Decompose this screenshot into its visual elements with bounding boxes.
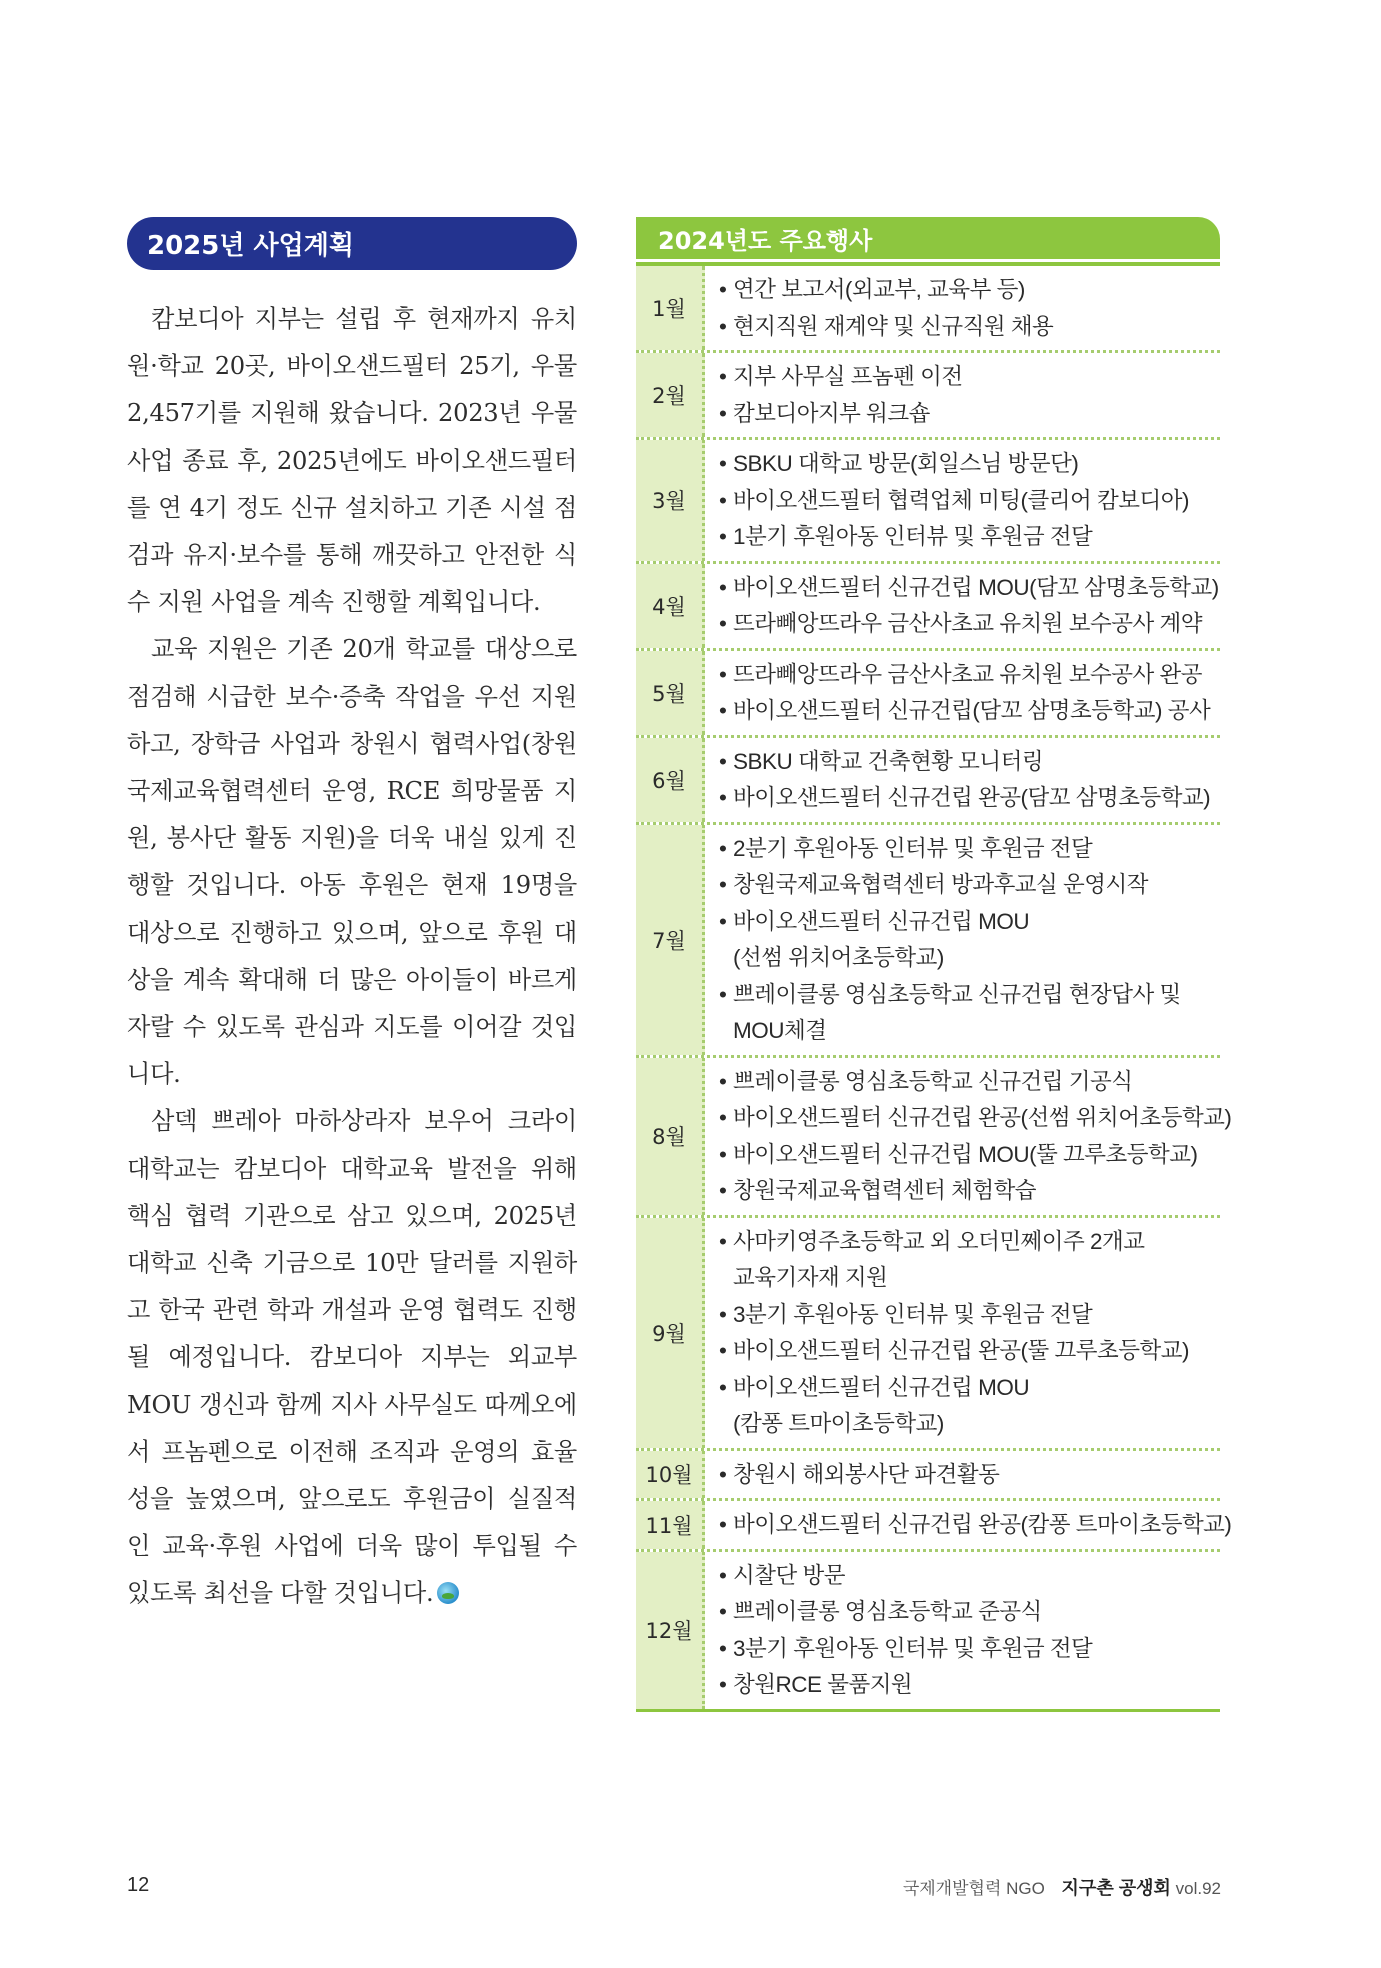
event-items <box>705 353 1220 437</box>
event-item: • 바이오샌드필터 신규건립 MOU(담꼬 삼명초등학교) <box>719 570 1220 607</box>
event-row <box>636 648 1220 735</box>
event-items <box>705 738 1220 822</box>
event-month: 11월 <box>636 1501 705 1549</box>
event-month: 9월 <box>636 1218 705 1448</box>
plan-heading <box>127 217 577 270</box>
event-item: • SBKU 대학교 방문(회일스님 방문단) <box>719 446 1220 483</box>
event-item: • 3분기 후원아동 인터뷰 및 후원금 전달 <box>719 1631 1220 1668</box>
event-month: 3월 <box>636 440 705 561</box>
footer-volume: vol.92 <box>1175 1879 1221 1898</box>
event-items <box>705 440 1220 561</box>
event-item: • 바이오샌드필터 신규건립 완공(담꼬 삼명초등학교) <box>719 780 1220 817</box>
event-month: 8월 <box>636 1058 705 1215</box>
events-section <box>636 217 1232 1712</box>
event-item: • 뜨라빼앙뜨라우 금산사초교 유치원 보수공사 계약 <box>719 606 1220 643</box>
event-row <box>636 1448 1220 1499</box>
event-item: • 1분기 후원아동 인터뷰 및 후원금 전달 <box>719 519 1220 556</box>
event-item: • 시찰단 방문 <box>719 1558 1220 1595</box>
plan-heading-text: 2025년 사업계획 <box>147 231 354 261</box>
event-row <box>636 1055 1232 1215</box>
event-items <box>705 1451 1220 1499</box>
event-items <box>705 1058 1231 1215</box>
event-item: • 쁘레이클롱 영심초등학교 준공식 <box>719 1594 1220 1631</box>
event-item: • 바이오샌드필터 신규건립 MOU(뚤 끄루초등학교) <box>719 1137 1231 1174</box>
event-row <box>636 437 1220 561</box>
event-item: • 연간 보고서(외교부, 교육부 등) <box>719 272 1220 309</box>
event-items <box>705 1552 1220 1709</box>
event-item: • 바이오샌드필터 신규건립 MOU <box>719 1370 1220 1407</box>
event-month: 4월 <box>636 564 705 648</box>
event-item: • 창원RCE 물품지원 <box>719 1667 1220 1704</box>
event-row <box>636 266 1220 350</box>
globe-end-icon <box>437 1582 459 1604</box>
event-item: • 2분기 후원아동 인터뷰 및 후원금 전달 <box>719 831 1220 868</box>
event-items <box>705 1501 1231 1549</box>
event-item: (선썸 위치어초등학교) <box>733 945 944 970</box>
paragraph: 교육 지원은 기존 20개 학교를 대상으로 점검해 시급한 보수·증축 작업을 우선 지원하고, 장학금 사업과 창원시 협력사업(창원국제교육협력센터 운영, RCE 희망물품 지원, 봉사단 활동 지원)을 더욱 내실 있게 진행할 것입니다. 아동 후원은 현재 19명을 대상으로 진행하고 있으며, 앞으로 후원 대상을 계속 확대해 더 많은 아이들이 바르게 자랄 수 있도록 관심과 지도를 이어갈 것입니다. <box>127 635 577 1089</box>
footer-credit <box>903 1874 1221 1900</box>
event-row <box>636 1498 1232 1549</box>
event-item: • 창원국제교육협력센터 체험학습 <box>719 1173 1231 1210</box>
table-bottom-rule <box>636 1709 1220 1712</box>
event-items <box>705 825 1220 1055</box>
paragraph-text: 삼덱 쁘레아 마하상라자 보우어 크라이 대학교는 캄보디아 대학교육 발전을 위해 핵심 협력 기관으로 삼고 있으며, 2025년 대학교 신축 기금으로 10만 달러를 지원하고 한국 관련 학과 개설과 운영 협력도 진행될 예정입니다. 캄보디아 지부는 외교부 MOU 갱신과 함께 지사 사무실도 따께오에서 프놈펜으로 이전해 조직과 운영의 효율성을 높였으며, 앞으로도 후원금이 실질적인 교육·후원 사업에 더욱 많이 투입될 수 있도록 최선을 다할 것입니다. <box>127 1107 577 1608</box>
event-month: 2월 <box>636 353 705 437</box>
footer-org: 국제개발협력 NGO <box>902 1879 1045 1898</box>
event-item: • 현지직원 재계약 및 신규직원 채용 <box>719 309 1220 346</box>
event-row <box>636 822 1220 1055</box>
event-item: • 창원국제교육협력센터 방과후교실 운영시작 <box>719 867 1220 904</box>
event-row <box>636 735 1220 822</box>
event-item: • 사마키영주초등학교 외 오더민쩨이주 2개교 <box>719 1224 1220 1261</box>
event-items <box>705 266 1220 350</box>
event-item: • 바이오샌드필터 협력업체 미팅(클리어 캄보디아) <box>719 483 1220 520</box>
plan-section <box>127 217 577 1618</box>
event-row <box>636 561 1220 648</box>
event-month: 5월 <box>636 651 705 735</box>
events-heading <box>636 217 1220 259</box>
event-item: • 바이오샌드필터 신규건립 완공(선썸 위치어초등학교) <box>719 1100 1231 1137</box>
event-item: • 창원시 해외봉사단 파견활동 <box>719 1457 1220 1494</box>
event-month: 1월 <box>636 266 705 350</box>
event-item: • 캄보디아지부 워크숍 <box>719 396 1220 433</box>
paragraph <box>127 1098 577 1617</box>
paragraph: 캄보디아 지부는 설립 후 현재까지 유치원·학교 20곳, 바이오샌드필터 25기, 우물 2,457기를 지원해 왔습니다. 2023년 우물 사업 종료 후, 2025년에도 바이오샌드필터를 연 4기 정도 신규 설치하고 기존 시설 점검과 유지·보수를 통해 깨끗하고 안전한 식수 지원 사업을 계속 진행할 계획입니다. <box>127 305 577 617</box>
event-item: • 쁘레이클롱 영심초등학교 신규건립 현장답사 및 <box>719 977 1220 1014</box>
event-month: 7월 <box>636 825 705 1055</box>
event-items <box>705 564 1220 648</box>
events-heading-text: 2024년도 주요행사 <box>658 226 873 255</box>
event-row <box>636 350 1220 437</box>
event-item: MOU체결 <box>733 1018 827 1043</box>
event-month: 10월 <box>636 1451 705 1499</box>
event-item: • 쁘레이클롱 영심초등학교 신규건립 기공식 <box>719 1064 1231 1101</box>
event-item: • 바이오샌드필터 신규건립 완공(캄퐁 트마이초등학교) <box>719 1507 1231 1544</box>
event-row <box>636 1549 1220 1709</box>
event-item: • 3분기 후원아동 인터뷰 및 후원금 전달 <box>719 1297 1220 1334</box>
event-month: 6월 <box>636 738 705 822</box>
event-item: • 바이오샌드필터 신규건립(담꼬 삼명초등학교) 공사 <box>719 693 1220 730</box>
page-number: 12 <box>127 1874 150 1896</box>
plan-body <box>127 296 577 1618</box>
event-item: • 바이오샌드필터 신규건립 MOU <box>719 904 1220 941</box>
event-row <box>636 1215 1220 1448</box>
event-item: • 바이오샌드필터 신규건립 완공(뚤 끄루초등학교) <box>719 1333 1220 1370</box>
event-month: 12월 <box>636 1552 705 1709</box>
events-table <box>636 266 1232 1709</box>
event-items <box>705 1218 1220 1448</box>
event-item: 교육기자재 지원 <box>733 1265 888 1290</box>
footer-magazine: 지구촌 공생회 <box>1061 1878 1171 1898</box>
event-items <box>705 651 1220 735</box>
event-item: • 지부 사무실 프놈펜 이전 <box>719 359 1220 396</box>
event-item: • SBKU 대학교 건축현황 모니터링 <box>719 744 1220 781</box>
event-item: • 뜨라빼앙뜨라우 금산사초교 유치원 보수공사 완공 <box>719 657 1220 694</box>
event-item: (캄퐁 트마이초등학교) <box>733 1411 944 1436</box>
